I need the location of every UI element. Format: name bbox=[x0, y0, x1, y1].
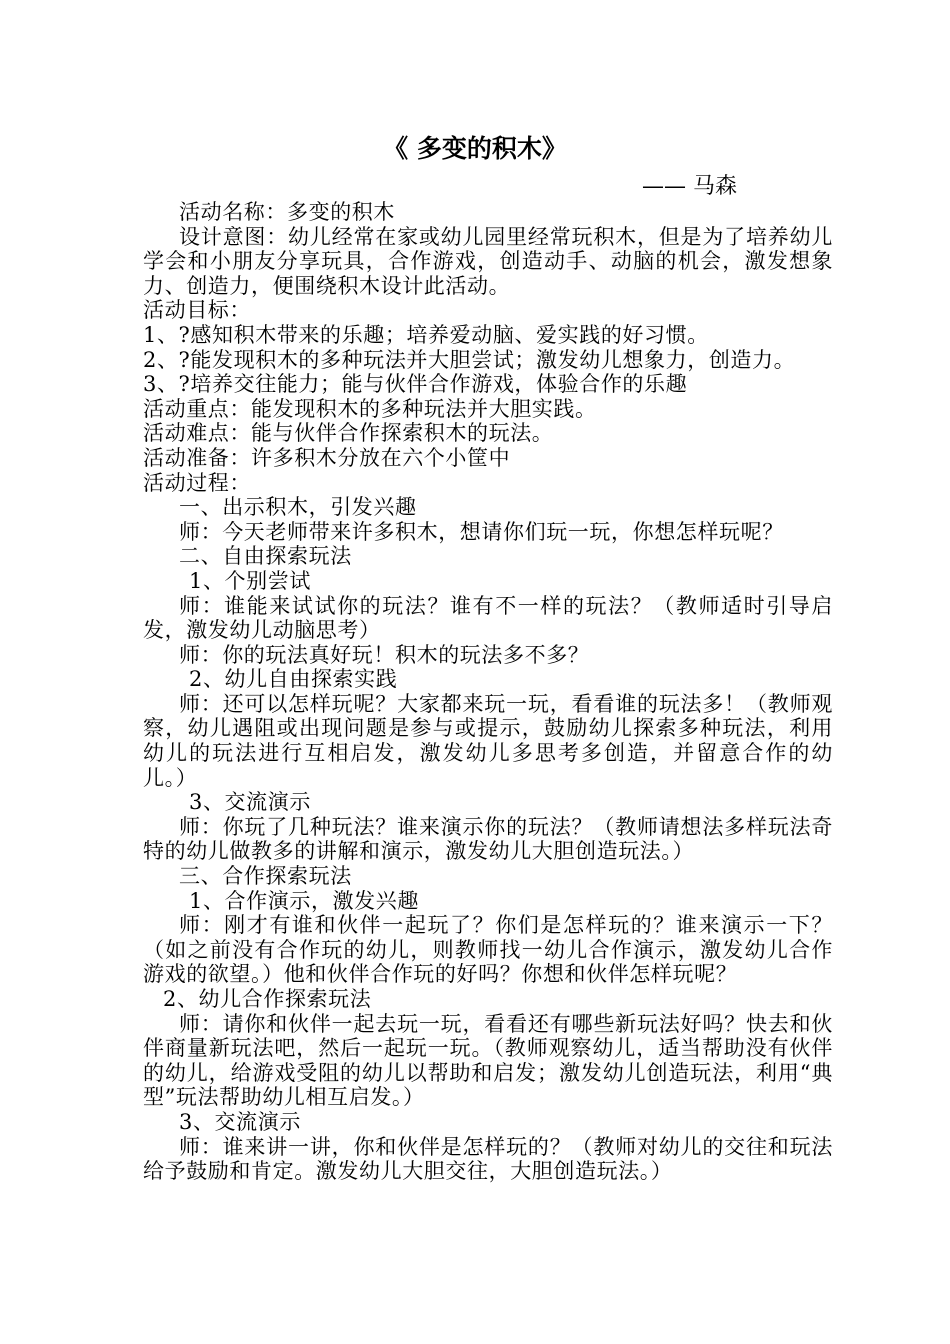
paragraph-goal-2: 2、?能发现积木的多种玩法并大胆尝试；激发幼儿想象力，创造力。 bbox=[143, 347, 796, 372]
document-author: —— 马森 bbox=[642, 174, 737, 199]
subsection-heading: 1、个别尝试 bbox=[189, 568, 311, 593]
section-heading-1: 一、出示积木，引发兴趣 bbox=[179, 495, 417, 520]
subsection-heading: 1、合作演示，激发兴趣 bbox=[189, 888, 419, 913]
paragraph-teacher-line: 师：你的玩法真好玩！积木的玩法多不多？ bbox=[179, 642, 590, 667]
document-body bbox=[143, 200, 833, 1184]
paragraph-activity-name: 活动名称：多变的积木 bbox=[179, 200, 395, 224]
document-title: 《 多变的积木》 bbox=[383, 134, 567, 163]
subsection-heading: 2、幼儿自由探索实践 bbox=[189, 667, 398, 692]
paragraph-process-heading: 活动过程： bbox=[143, 470, 251, 495]
subsection-heading: 2、幼儿合作探索玩法 bbox=[163, 987, 372, 1011]
paragraph-teacher-line: 师：今天老师带来许多积木，想请你们玩一玩，你想怎样玩呢？ bbox=[179, 519, 784, 544]
paragraph-teacher-line: 师：刚才有谁和伙伴一起玩了？你们是怎样玩的？谁来演示一下？（如之前没有合作玩的幼儿，则教师找一幼儿合作演示，激发幼儿合作游戏的欲望。）他和伙伴合作玩的好吗？你想和伙伴怎样玩呢？ bbox=[143, 913, 833, 987]
paragraph-goal-1: 1、?感知积木带来的乐趣；培养爱动脑、爱实践的好习惯。 bbox=[143, 322, 709, 347]
section-heading-3: 三、合作探索玩法 bbox=[179, 864, 352, 889]
subsection-heading: 3、交流演示 bbox=[179, 1109, 301, 1134]
paragraph-key-point: 活动重点：能发现积木的多种玩法并大胆实践。 bbox=[143, 396, 597, 421]
section-heading-2: 二、自由探索玩法 bbox=[179, 544, 352, 569]
paragraph-goal-3: 3、?培养交往能力；能与伙伴合作游戏，体验合作的乐趣 bbox=[143, 372, 688, 397]
paragraph-goals-heading: 活动目标： bbox=[143, 298, 251, 323]
paragraph-teacher-line: 师：谁能来试试你的玩法？谁有不一样的玩法？（教师适时引导启发，激发幼儿动脑思考） bbox=[143, 593, 833, 643]
paragraph-difficulty: 活动难点：能与伙伴合作探索积木的玩法。 bbox=[143, 421, 554, 446]
subsection-heading: 3、交流演示 bbox=[189, 790, 311, 815]
paragraph-teacher-line: 师：请你和伙伴一起去玩一玩，看看还有哪些新玩法好吗？快去和伙伴商量新玩法吧，然后一起玩一玩。（教师观察幼儿，适当帮助没有伙伴的幼儿，给游戏受阻的幼儿以帮助和启发；激发幼儿创造玩法，利用“典型”玩法帮助幼儿相互启发。） bbox=[143, 1011, 833, 1110]
paragraph-design-intent: 设计意图：幼儿经常在家或幼儿园里经常玩积木，但是为了培养幼儿学会和小朋友分享玩具，合作游戏，创造动手、动脑的机会，激发想象力、创造力，便围绕积木设计此活动。 bbox=[143, 224, 833, 298]
paragraph-teacher-line: 师：还可以怎样玩呢？大家都来玩一玩，看看谁的玩法多！（教师观察，幼儿遇阻或出现问题是参与或提示，鼓励幼儿探索多种玩法，利用幼儿的玩法进行互相启发，激发幼儿多思考多创造，并留意合作的幼儿。） bbox=[143, 691, 833, 790]
paragraph-preparation: 活动准备：许多积木分放在六个小筐中 bbox=[143, 445, 511, 470]
paragraph-teacher-line: 师：谁来讲一讲，你和伙伴是怎样玩的？（教师对幼儿的交往和玩法给予鼓励和肯定。激发幼儿大胆交往，大胆创造玩法。） bbox=[143, 1134, 833, 1184]
paragraph-teacher-line: 师：你玩了几种玩法？谁来演示你的玩法？（教师请想法多样玩法奇特的幼儿做教多的讲解和演示，激发幼儿大胆创造玩法。） bbox=[143, 814, 833, 864]
